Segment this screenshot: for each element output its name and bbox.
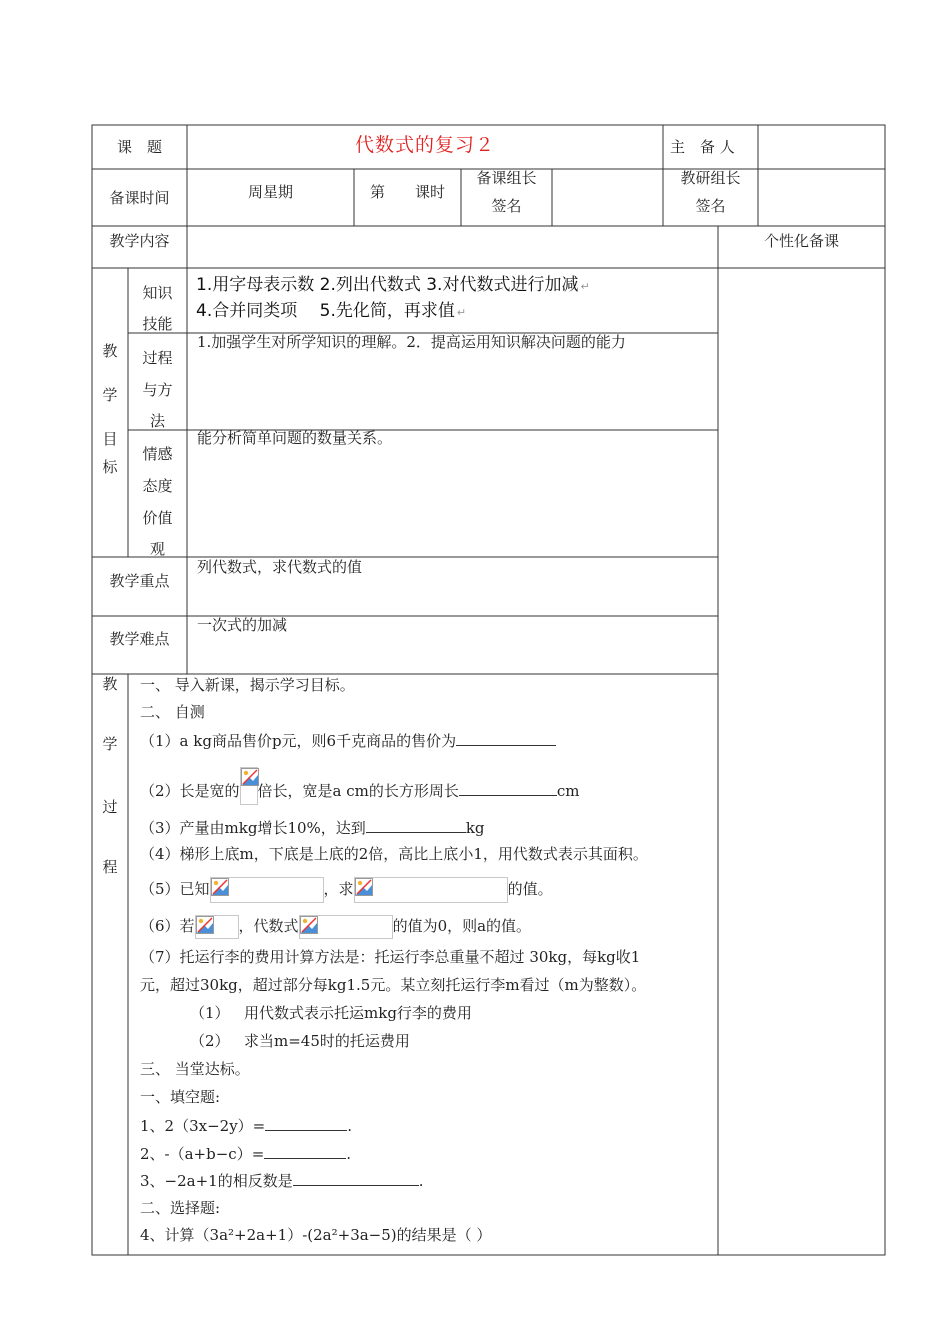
key-point-label: 教学重点	[109, 572, 170, 590]
process-section-label-1: 教	[102, 675, 118, 693]
process-section-label-2: 学	[102, 735, 118, 753]
emotion-label-4: 观	[149, 540, 165, 558]
broken-image-icon	[196, 916, 214, 934]
formula-image	[210, 877, 324, 903]
fill-question-3: 3、−2a+1的相反数是 .	[140, 1172, 424, 1190]
broken-image-icon	[300, 916, 318, 934]
group-leader-label: 备课组长	[476, 169, 537, 187]
formula-image	[354, 877, 508, 903]
question-5: （5）已知 ，求 的值。	[140, 877, 553, 903]
broken-image-icon	[241, 768, 259, 786]
formula-image	[195, 915, 239, 939]
formula-image	[299, 915, 393, 939]
process-text: 1.加强学生对所学知识的理解。2．提高运用知识解决问题的能力	[197, 333, 626, 351]
process-label-1: 过程	[142, 349, 173, 367]
content-label: 教学内容	[109, 232, 170, 250]
emotion-label-2: 态度	[142, 477, 173, 495]
objectives-label-1: 教	[102, 342, 118, 360]
answer-blank	[264, 1143, 346, 1159]
choice-question-4: 4、计算（3a²+2a+1）-(2a²+3a−5)的结果是（ ）	[140, 1226, 492, 1244]
question-7-sub-2-num: （2）	[190, 1032, 230, 1050]
section-classwork: 三、 当堂达标。	[140, 1060, 250, 1078]
lesson-title: 代数式的复习２	[354, 134, 495, 156]
question-7-sub-2: 求当m=45时的托运费用	[244, 1032, 410, 1050]
emotion-label-1: 情感	[142, 445, 173, 463]
section-self-test: 二、 自测	[140, 703, 205, 721]
question-7-sub-1: 用代数式表示托运mkg行李的费用	[244, 1004, 472, 1022]
process-label-3: 法	[149, 412, 165, 430]
section-intro: 一、 导入新课，揭示学习目标。	[140, 676, 355, 694]
question-7-line-2: 元，超过30kg，超过部分每kg1.5元。某立刻托运行李m看过（m为整数）。	[140, 976, 647, 994]
question-1: （1）a kg商品售价p元，则6千克商品的售价为	[140, 730, 556, 751]
knowledge-line-1: 1.用字母表示数 2.列出代数式 3.对代数式进行加减 ↵	[196, 275, 590, 295]
preparer-label: 主 备 人	[670, 138, 735, 156]
key-point-text: 列代数式，求代数式的值	[197, 558, 363, 576]
fill-blank-heading: 一、填空题:	[140, 1088, 221, 1106]
broken-image-icon	[211, 878, 229, 896]
knowledge-label-1: 知识	[142, 284, 173, 302]
group-leader-sign-label: 签名	[491, 197, 522, 215]
answer-blank	[293, 1170, 419, 1186]
answer-blank	[459, 780, 557, 796]
personal-notes-label: 个性化备课	[763, 232, 839, 250]
formula-image	[240, 767, 258, 805]
fill-question-1: 1、2（3x−2y）= .	[140, 1117, 353, 1135]
week-label: 周星期	[247, 183, 293, 201]
broken-image-icon	[355, 878, 373, 896]
topic-label: 课 题	[116, 138, 162, 156]
difficulty-label: 教学难点	[109, 630, 170, 648]
choice-heading: 二、选择题:	[140, 1199, 221, 1217]
question-6: （6）若 ，代数式 的值为0，则a的值。	[140, 915, 531, 939]
knowledge-line-2: 4.合并同类项 5.先化简，再求值 ↵	[196, 301, 467, 321]
question-7-line-1: （7）托运行李的费用计算方法是：托运行李总重量不超过 30kg，每kg收1	[140, 948, 641, 966]
knowledge-label-2: 技能	[142, 315, 173, 333]
prep-time-label: 备课时间	[109, 189, 170, 207]
objectives-label-3: 目	[102, 430, 118, 448]
objectives-label-2: 学	[102, 386, 118, 404]
research-leader-sign-label: 签名	[695, 197, 726, 215]
question-2: （2）长是宽的 倍长，宽是a cm的长方形周长 cm	[140, 773, 580, 811]
emotion-text: 能分析简单问题的数量关系。	[197, 429, 393, 447]
research-leader-label: 教研组长	[680, 169, 741, 187]
answer-blank	[366, 817, 466, 833]
process-section-label-4: 程	[102, 858, 118, 876]
answer-blank	[265, 1115, 347, 1131]
fill-question-2: 2、-（a+b−c）= .	[140, 1145, 352, 1163]
question-3: （3）产量由mkg增长10%，达到 kg	[140, 819, 485, 837]
lesson-period-label: 第 课时	[369, 183, 445, 201]
process-label-2: 与方	[142, 381, 173, 399]
objectives-label-4: 标	[102, 458, 118, 476]
answer-blank	[456, 730, 556, 746]
question-7-sub-1-num: （1）	[190, 1004, 230, 1022]
emotion-label-3: 价值	[142, 509, 173, 527]
process-section-label-3: 过	[102, 798, 118, 816]
difficulty-text: 一次式的加减	[197, 616, 288, 634]
question-4: （4）梯形上底m，下底是上底的2倍，高比上底小1，用代数式表示其面积。	[140, 845, 648, 863]
